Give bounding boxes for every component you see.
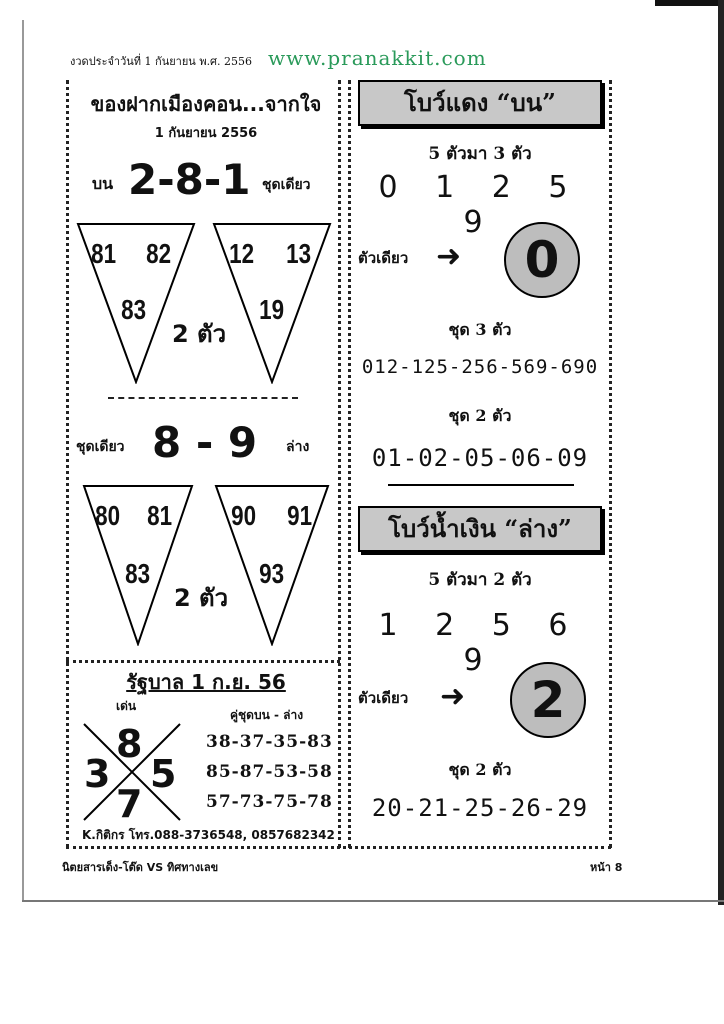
triangle-1-number: 82: [146, 238, 172, 269]
blue-single-digit: 2: [510, 662, 586, 738]
top-suffix: ชุดเดียว: [262, 177, 311, 193]
page-number: หน้า 8: [590, 861, 623, 874]
center-divider-right: [348, 80, 351, 848]
triangle-1-number: 81: [91, 238, 117, 269]
top-numbers: 2-8-1: [128, 155, 251, 204]
blue-set2-series: 20-21-25-26-29: [371, 794, 589, 822]
set3-label: ชุด 3 ตัว: [448, 320, 512, 339]
pair-label: คู่ชุดบน - ล่าง: [230, 708, 304, 722]
scan-edge-right: [718, 0, 724, 905]
ten-label: เด่น: [116, 699, 137, 713]
section-rule: [388, 484, 574, 486]
government-title: รัฐบาล 1 ก.ย. 56: [126, 670, 286, 694]
triangle-3-number: 83: [125, 558, 151, 589]
right-border: [609, 80, 612, 848]
set2-label: ชุด 2 ตัว: [448, 406, 512, 425]
triangle-3-number: 80: [95, 500, 121, 531]
arrow-right-icon: ➜: [440, 679, 466, 714]
government-box-top: [66, 660, 340, 663]
pair-row: 38-37-35-83: [206, 732, 333, 752]
triangle-2-number: 13: [286, 238, 312, 269]
website-watermark: www.pranakkit.com: [268, 46, 487, 70]
left-border: [66, 80, 69, 848]
panel-title: ของฝากเมืองคอน...จากใจ: [90, 92, 322, 116]
set3-series: 012-125-256-569-690: [361, 356, 599, 378]
bottom-numbers: 8 - 9: [152, 418, 258, 467]
panel-date: 1 กันยายน 2556: [154, 126, 258, 141]
red-digits: 0 1 2 5 9: [378, 170, 582, 240]
pair-row: 57-73-75-78: [206, 792, 333, 812]
draw-date: งวดประจำวันที่ 1 กันยายน พ.ศ. 2556: [70, 55, 253, 68]
cross-digit-left: 3: [84, 752, 111, 796]
triangle-2-number: 12: [229, 238, 255, 269]
red-single-digit: 0: [504, 222, 580, 298]
top-label: บน: [92, 174, 114, 193]
scan-edge-left: [22, 20, 24, 900]
blue-set2-label: ชุด 2 ตัว: [448, 760, 512, 779]
scan-edge-bottom: [22, 900, 724, 902]
cross-digit-right: 5: [150, 752, 177, 796]
triangle-1-number: 83: [121, 294, 147, 325]
triangle-4-number: 90: [231, 500, 257, 531]
arrow-right-icon: ➜: [436, 239, 462, 274]
five-of-three: 5 ตัวมา 3 ตัว: [428, 144, 532, 164]
triangle-4-number: 93: [259, 558, 285, 589]
two-digit-label: 2 ตัว: [174, 584, 229, 612]
dashed-separator: [108, 397, 298, 399]
blue-ribbon-banner: โบว์น้ำเงิน “ล่าง”: [358, 506, 602, 552]
bottom-label: ล่าง: [286, 439, 310, 455]
center-divider-left: [338, 80, 341, 848]
single-label: ตัวเดียว: [358, 249, 409, 267]
red-ribbon-banner: โบว์แดง “บน”: [358, 80, 602, 126]
footer-magazine: นิตยสารเด็ง-โต๊ด VS ทิศทางเลข: [62, 861, 219, 874]
cross-digit-bottom: 7: [116, 782, 143, 826]
triangle-2-number: 19: [259, 294, 285, 325]
blue-digits: 1 2 5 6 9: [378, 608, 582, 678]
triangle-3-number: 81: [147, 500, 173, 531]
triangle-4-number: 91: [287, 500, 313, 531]
set2-series: 01-02-05-06-09: [371, 444, 589, 472]
bottom-border: [66, 846, 611, 849]
contact-line: K.กิติกร โทร.088-3736548, 0857682342: [82, 828, 335, 842]
bottom-prefix: ชุดเดียว: [76, 439, 125, 455]
two-digit-label: 2 ตัว: [172, 320, 227, 348]
pair-row: 85-87-53-58: [206, 762, 333, 782]
cross-digit-top: 8: [116, 722, 143, 766]
five-of-two: 5 ตัวมา 2 ตัว: [428, 570, 532, 590]
single-label: ตัวเดียว: [358, 689, 409, 707]
scan-edge-top: [655, 0, 724, 6]
